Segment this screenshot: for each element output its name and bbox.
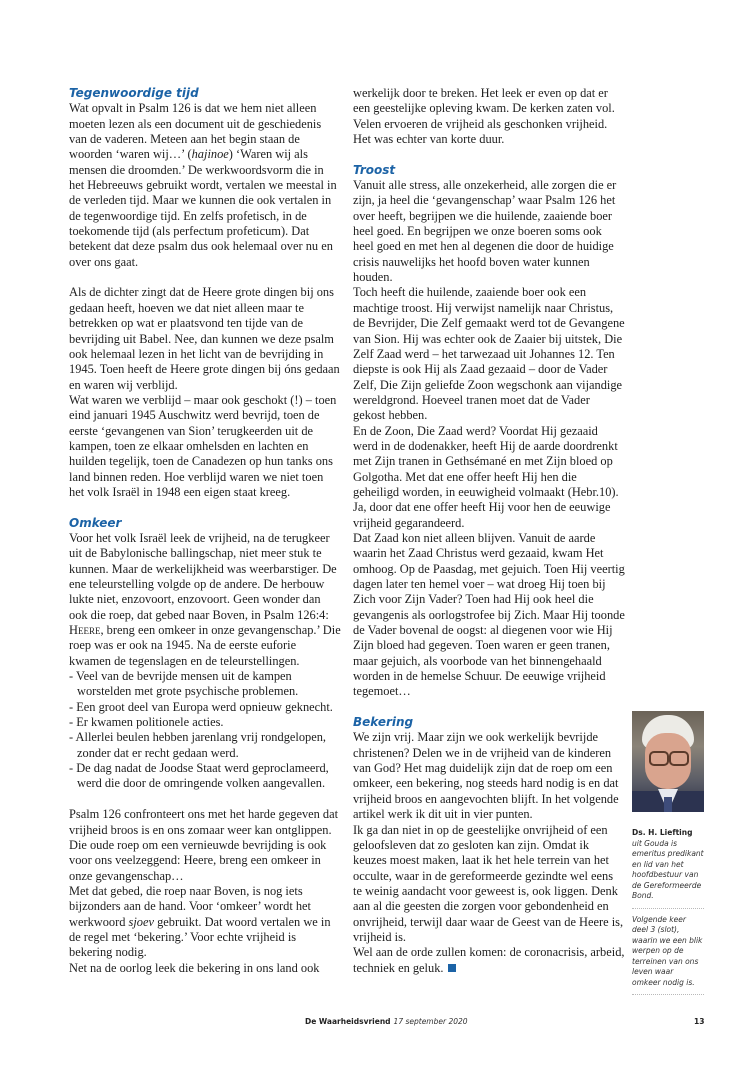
paragraph: Als de dichter zingt dat de Heere grote dingen bij ons gedaan heeft, hoeven we dat niet alleen maar te betrekken op wat er plaatsvond ten tijde van de bevrijding uit Babel. Nee, dan kunnen we deze psalm ook helemaal lezen in het licht van de bevrijding in 1945. Toen heeft de Heere grote dingen bij óns gedaan en waren wij verblijd. bbox=[69, 285, 340, 392]
paragraph: werkelijk door te breken. Het leek er even op dat er een geestelijke opleving kwam. De kerken zaten vol. Velen ervoeren de vrijheid als geschonken vrijheid. Het was echter van korte duur. bbox=[353, 86, 615, 147]
page-number: 13 bbox=[694, 1017, 705, 1026]
left-column bbox=[69, 86, 341, 976]
author-photo bbox=[632, 711, 704, 812]
list-item: - De dag nadat de Joodse Staat werd geproclameerd, werd die door de omringende volken aangevallen. bbox=[69, 761, 341, 792]
paragraph: Ik ga dan niet in op de geestelijke onvrijheid of een geloofsleven dat zo gesloten kan zijn. Omdat ik keuzes moest maken, laat ik het hele terrein van het occulte, waar in de gereformeerde gezindte wel eens te weinig aandacht voor geweest is, ook liggen. Denk aan al die geesten die zorgen voor gebondenheid en onvrijheid, terwijl daar waar de Geest van de Heere is, vrijheid is. bbox=[353, 822, 624, 944]
author-bio: uit Gouda is emeritus predikant en lid van het hoofdbestuur van de Gereformeerde Bond. bbox=[632, 838, 704, 900]
end-of-article-square-icon bbox=[448, 964, 456, 972]
bullet-list bbox=[69, 669, 341, 792]
list-item: - Allerlei beulen hebben jarenlang vrij rondgelopen, zonder dat er recht gedaan werd. bbox=[69, 730, 341, 761]
paragraph: Voor het volk Israël leek de vrijheid, na de terugkeer uit de Babylonische ballingschap, niet meer stuk te kunnen. Maar de werkelijkheid was weerbarstiger. De ene teleurstelling volgde op de andere. De herbouw lukte niet, enzovoort, enzovoort. Geen wonder dan ook die roep, dat gebed naar Boven, in Psalm 126:4: Heere, breng een omkeer in onze gevangenschap.’ Die roep was er ook na 1945. Na de eerste euforie kwamen de tegenslagen en de teleurstellingen. bbox=[69, 530, 341, 668]
section-heading-bekering: Bekering bbox=[353, 715, 414, 730]
right-column bbox=[353, 86, 625, 976]
paragraph: Net na de oorlog leek die bekering in ons land ook bbox=[69, 960, 320, 975]
divider bbox=[632, 908, 704, 909]
section-heading-omkeer: Omkeer bbox=[69, 515, 122, 530]
list-item: - Er kwamen politionele acties. bbox=[69, 715, 341, 730]
list-item: - Een groot deel van Europa werd opnieuw geknecht. bbox=[69, 700, 341, 715]
paragraph: Met dat gebed, die roep naar Boven, is nog iets bijzonders aan de hand. Voor ‘omkeer’ wordt het werkwoord sjoev gebruikt. Dat woord vertalen we in de regel met ‘bekering.’ Voor echte vrijheid is bekering nodig. bbox=[69, 883, 331, 960]
section-heading-troost: Troost bbox=[353, 162, 396, 177]
paragraph: Wel aan de orde zullen komen: de coronacrisis, arbeid, techniek en geluk. bbox=[353, 945, 625, 975]
publication-date: 17 september 2020 bbox=[393, 1017, 468, 1026]
paragraph: Psalm 126 confronteert ons met het harde gegeven dat vrijheid broos is en ons zomaar weer kan ontglippen. Die oude roep om een vernieuwde bevrijding is ook voor ons veelzeggend: Heere, breng een omkeer in onze gevangenschap… bbox=[69, 807, 339, 883]
paragraph: Dat Zaad kon niet alleen blijven. Vanuit de aarde waarin het Zaad Christus werd gezaaid, kwam Het omhoog. Op de Paasdag, met gejuich. Toen Hij veertig dagen later ten hemel voer – wat droeg Hij toen bij Zich voor Zijn Vader? Toen had Hij ook heel die gevangenis als oorlogstrofee bij Zich. Maar Hij toonde de Vader bovenal de oogst: al diegenen voor wie Hij Zijn bloed had gegeven. Toen waren er geen tranen, maar gejuich, als voorbode van het binnengehaald worden in de hemelse Schuur. De eeuwige vrijheid tegemoet… bbox=[353, 530, 625, 699]
paragraph: We zijn vrij. Maar zijn we ook werkelijk bevrijde christenen? Delen we in de vrijheid van de kinderen van God? Het mag duidelijk zijn dat de roep om een omkeer, een bekering, nog steeds hard nodig is en dat vrijheid broos en aangevochten blijft. In het volgende artikel werk ik dit uit in vier punten. bbox=[353, 730, 619, 822]
paragraph: Wat waren we verblijd – maar ook geschokt (!) – toen eind januari 1945 Auschwitz werd bevrijd, toen de eerste ‘gevangenen van Sion’ terugkeerden uit de kampen, toen ze elkaar omhelsden en lachten en huilden tegelijk, toen de Canadezen op hun tanks ons land binnen reden. Hoe verblijd waren we niet toen het volk Israël in 1948 een eigen staat kreeg. bbox=[69, 392, 337, 499]
paragraph: Vanuit alle stress, alle onzekerheid, alle zorgen die er zijn, ja heel die ‘gevangenschap’ waar Psalm 126 het over heeft, begrijpen we die huilende, zaaiende boer heel goed. En begrijpen we onze boeren soms ook heel goed en met hen al degenen die door de huidige crisis nauwelijks het hoofd boven water kunnen houden. bbox=[353, 178, 617, 285]
paragraph: Toch heeft die huilende, zaaiende boer ook een machtige troost. Hij verwijst namelijk naar Christus, de Bevrijder, Die Zelf gemaakt werd tot de Gevangene van Sion. Hij was echter ook de Zaaier bij uitstek, Die Zelf Zaad werd – het tarwezaad uit Johannes 12. Ten diepste is ook Hij als Zaad gezaaid – door de Vader Zelf, Die Zijn geliefde Zoon wegschonk aan vijandige wereldgrond. Hoeveel tranen moet dat de Vader gekost hebben. bbox=[353, 285, 625, 423]
paragraph: En de Zoon, Die Zaad werd? Voordat Hij gezaaid werd in de dodenakker, heeft Hij de aarde doordrenkt met Zijn tranen in Gethsémané en met Zijn bloed op Golgotha. Met dat ene offer heeft Hij hen die geheiligd worden, in eeuwigheid volmaakt (Hebr.10). Ja, door dat ene offer heeft Hij voor hen de eeuwige vrijheid gegarandeerd. bbox=[353, 423, 619, 530]
section-heading-tegenwoordige-tijd: Tegenwoordige tijd bbox=[69, 86, 199, 100]
publication-name: De Waarheidsvriend bbox=[305, 1017, 391, 1026]
author-sidebar bbox=[632, 711, 704, 1001]
divider bbox=[632, 994, 704, 995]
list-item: - Veel van de bevrijde mensen uit de kampen worstelden met grote psychische problemen. bbox=[69, 669, 341, 700]
publication-info bbox=[305, 1017, 468, 1026]
author-name: Ds. H. Liefting bbox=[632, 828, 693, 837]
paragraph: Wat opvalt in Psalm 126 is dat we hem niet alleen moeten lezen als een document uit de geschiedenis van de vaderen. Meteen aan het begin staan de woorden ‘waren wij…’ (hajinoe) ‘Waren wij als mensen die droomden.’ De werkwoordsvorm die in het Hebreeuws gebruikt wordt, vertalen we meestal in de verleden tijd. Maar we kunnen die ook vertalen in de tegenwoordige tijd. En zelfs profetisch, in de toekomende tijd (als perfectum profeticum). Dat betekent dat deze psalm dus ook helemaal over nu en over ons gaat. bbox=[69, 101, 337, 269]
next-issue-note: Volgende keer deel 3 (slot), waarin we een blik werpen op de terreinen van ons leven waar omkeer nodig is. bbox=[632, 914, 703, 987]
